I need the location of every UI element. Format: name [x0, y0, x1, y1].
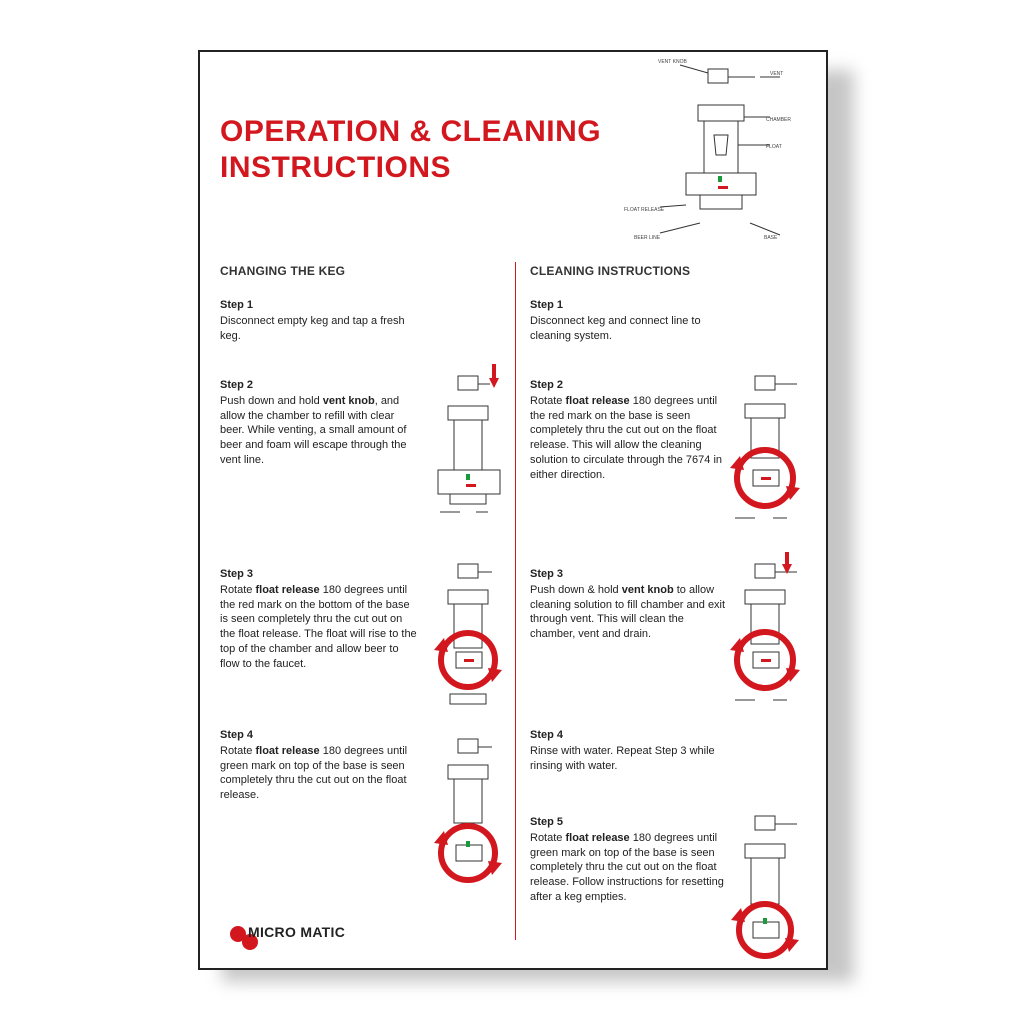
diagram-keg-step-4: [430, 735, 510, 885]
step-text: Rotate float release 180 degrees until the red mark on the base is seen completely thru the cut out on the float release. This will allow the cleaning solution to circulate through the 7674 in either direction.: [530, 394, 723, 481]
label-float-release: FLOAT RELEASE: [624, 207, 665, 213]
step-label: Step 3: [220, 568, 254, 580]
assembly-diagram: [620, 55, 810, 250]
diagram-clean-step-5: [725, 810, 810, 960]
title-line-2: INSTRUCTIONS: [220, 151, 451, 184]
keg-step-3: [220, 567, 420, 672]
step-text: Push down and hold vent knob, and allow the chamber to refill with clear beer. While venting, a small amount of beer and foam will escape through the vent line.: [220, 394, 407, 466]
step-text: Push down & hold vent knob to allow cleaning solution to fill chamber and exit through vent. This will clean the chamber, vent and drain.: [530, 583, 726, 641]
step-label: Step 4: [530, 729, 564, 741]
clean-step-3: [530, 567, 730, 642]
step-text: Disconnect empty keg and tap a fresh keg.: [220, 314, 405, 342]
step-label: Step 2: [530, 379, 564, 391]
step-label: Step 1: [530, 299, 564, 311]
step-label: Step 4: [220, 729, 254, 741]
page-title: [220, 114, 620, 186]
clean-step-1: [530, 298, 720, 343]
diagram-keg-step-2: [430, 360, 510, 530]
clean-step-5: [530, 815, 730, 905]
clean-step-4: [530, 728, 730, 773]
step-text: Disconnect keg and connect line to cleaning system.: [530, 314, 701, 342]
step-text: Rotate float release 180 degrees until the red mark on the bottom of the base is seen completely thru the cut out on the float release. The float will rise to the top of the chamber and allow beer to flow to the faucet.: [220, 583, 417, 670]
label-base: BASE: [764, 235, 778, 241]
column-divider: [515, 262, 516, 940]
section-heading-cleaning: CLEANING INSTRUCTIONS: [530, 264, 691, 278]
step-label: Step 2: [220, 379, 254, 391]
label-chamber: CHAMBER: [766, 117, 792, 123]
label-float: FLOAT: [766, 144, 782, 150]
diagram-clean-step-3: [725, 550, 810, 710]
section-heading-changing-keg: CHANGING THE KEG: [220, 264, 346, 278]
label-vent-knob: VENT KNOB: [658, 59, 687, 65]
step-text: Rinse with water. Repeat Step 3 while rinsing with water.: [530, 744, 715, 772]
label-vent: VENT: [770, 71, 784, 77]
keg-step-1: [220, 298, 420, 343]
diagram-clean-step-2: [725, 370, 810, 530]
step-text: Rotate float release 180 degrees until green mark on top of the base is seen completely thru the cut out on the float release.: [220, 744, 408, 802]
label-beer-line: BEER LINE: [634, 235, 661, 241]
diagram-keg-step-3: [430, 560, 510, 710]
step-label: Step 5: [530, 816, 564, 828]
title-line-1: OPERATION & CLEANING: [220, 115, 602, 148]
step-text: Rotate float release 180 degrees until green mark on top of the base is seen completely thru the cut out on the float release. Follow instructions for resetting after a keg empties.: [530, 831, 724, 903]
brand-name: MICRO MATIC: [248, 924, 346, 940]
clean-step-2: [530, 378, 730, 483]
step-label: Step 3: [530, 568, 564, 580]
step-label: Step 1: [220, 299, 254, 311]
keg-step-4: [220, 728, 420, 803]
keg-step-2: [220, 378, 420, 468]
